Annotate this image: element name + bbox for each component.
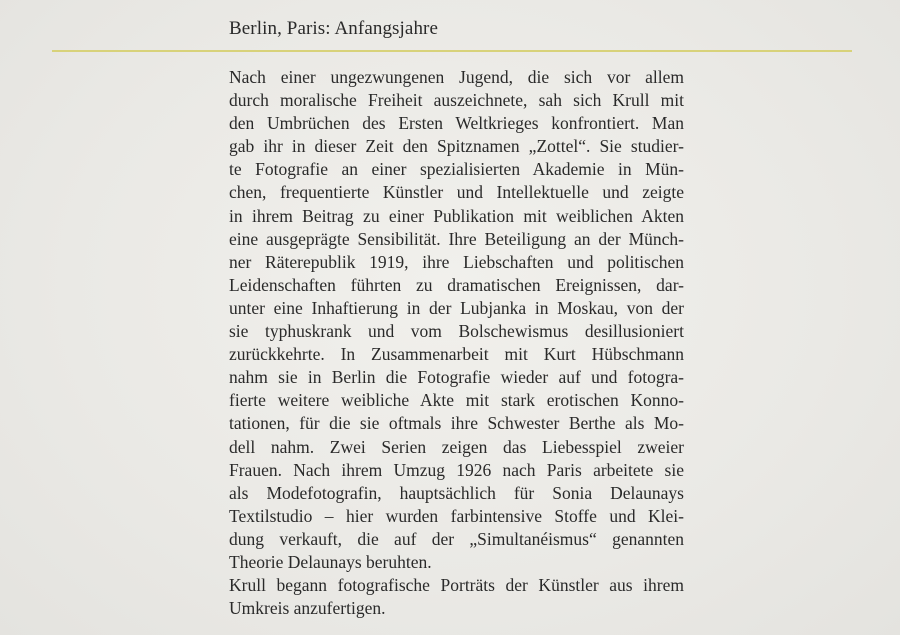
- text-line: gab ihr in dieser Zeit den Spitznamen „Zottel“. Sie studier-: [229, 136, 684, 157]
- text-line: tationen, für die sie oftmals ihre Schwester Berthe als Mo-: [229, 413, 684, 434]
- text-line: sie typhuskrank und vom Bolschewismus desillusioniert: [229, 321, 684, 342]
- text-line: Frauen. Nach ihrem Umzug 1926 nach Paris arbeitete sie: [229, 459, 684, 480]
- section-heading: Berlin, Paris: Anfangsjahre: [229, 18, 439, 39]
- text-line: als Modefotografin, hauptsächlich für Sonia Delaunays: [229, 482, 684, 503]
- text-line: Nach einer ungezwungenen Jugend, die sich vor allem: [229, 67, 684, 87]
- text-line: unter eine Inhaftierung in der Lubjanka in Moskau, von der: [229, 297, 684, 318]
- heading-divider-line: [52, 50, 852, 52]
- text-line: nahm sie in Berlin die Fotografie wieder auf und fotogra-: [229, 367, 684, 388]
- text-line: Leidenschaften führten zu dramatischen Ereignissen, dar-: [229, 274, 684, 295]
- text-line: in ihrem Beitrag zu einer Publikation mit weiblichen Akten: [229, 205, 684, 226]
- text-line: zurückkehrte. In Zusammenarbeit mit Kurt Hübschmann: [229, 344, 684, 365]
- text-line: dung verkauft, die auf der „Simultanéismus“ genannten: [229, 528, 684, 549]
- text-line: Theorie Delaunays beruhten.: [229, 551, 432, 572]
- text-line: Krull begann fotografische Porträts der Künstler aus ihrem: [229, 575, 684, 596]
- body-text: [229, 66, 684, 620]
- text-line: durch moralische Freiheit auszeichnete, sah sich Krull mit: [229, 90, 684, 111]
- text-line: fierte weitere weibliche Akte mit stark erotischen Konno-: [229, 390, 684, 411]
- text-line: Textilstudio – hier wurden farbintensive Stoffe und Klei-: [229, 505, 684, 526]
- text-line: ner Räterepublik 1919, ihre Liebschaften und politischen: [229, 251, 684, 272]
- text-line: Umkreis anzufertigen.: [229, 598, 386, 619]
- text-line: te Fotografie an einer spezialisierten Akademie in Mün-: [229, 159, 684, 180]
- text-line: chen, frequentierte Künstler und Intellektuelle und zeigte: [229, 182, 684, 203]
- text-line: den Umbrüchen des Ersten Weltkrieges konfrontiert. Man: [229, 113, 684, 134]
- text-line: eine ausgeprägte Sensibilität. Ihre Beteiligung an der Münch-: [229, 228, 684, 249]
- text-line: dell nahm. Zwei Serien zeigen das Liebesspiel zweier: [229, 436, 684, 457]
